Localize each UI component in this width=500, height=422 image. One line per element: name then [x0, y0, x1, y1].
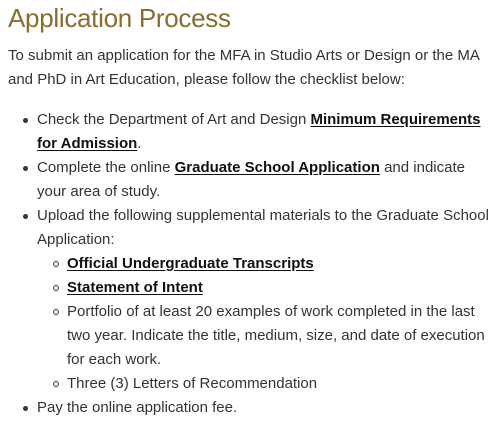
sub-item-transcripts: [37, 252, 492, 276]
checklist-item-requirements: [8, 108, 492, 156]
statement-of-intent-link[interactable]: Statement of Intent: [67, 279, 203, 296]
checklist-item-text: Check the Department of Art and Design: [37, 111, 311, 128]
checklist-item-fee: [8, 396, 492, 420]
supplemental-materials-list: [37, 252, 492, 396]
checklist-item-text: Complete the online: [37, 159, 175, 176]
checklist: [8, 108, 492, 420]
sub-item-text: Three (3) Letters of Recommendation: [67, 375, 318, 392]
checklist-item-upload: [8, 204, 492, 396]
checklist-item-text: Upload the following supplemental materials to the Graduate School Application:: [37, 207, 489, 248]
sub-item-portfolio: [37, 300, 492, 372]
page-title: Application Process: [8, 3, 231, 33]
sub-item-statement: [37, 276, 492, 300]
checklist-item-application: [8, 156, 492, 204]
sub-item-text: Portfolio of at least 20 examples of work completed in the last two year. Indicate the title, medium, size, and date of execution for each work.: [67, 303, 485, 368]
checklist-item-text: Pay the online application fee.: [37, 399, 238, 416]
minimum-requirements-link[interactable]: Minimum Requirements for Admission: [37, 111, 481, 152]
sub-item-letters: [37, 372, 492, 396]
intro-paragraph: To submit an application for the MFA in Studio Arts or Design or the MA and PhD in Art Education, please follow the checklist below:: [8, 47, 480, 88]
checklist-item-text: and indicate your area of study.: [37, 159, 465, 200]
official-transcripts-link[interactable]: Official Undergraduate Transcripts: [67, 255, 314, 272]
checklist-item-text: .: [137, 135, 142, 152]
graduate-school-application-link[interactable]: Graduate School Application: [174, 159, 380, 176]
